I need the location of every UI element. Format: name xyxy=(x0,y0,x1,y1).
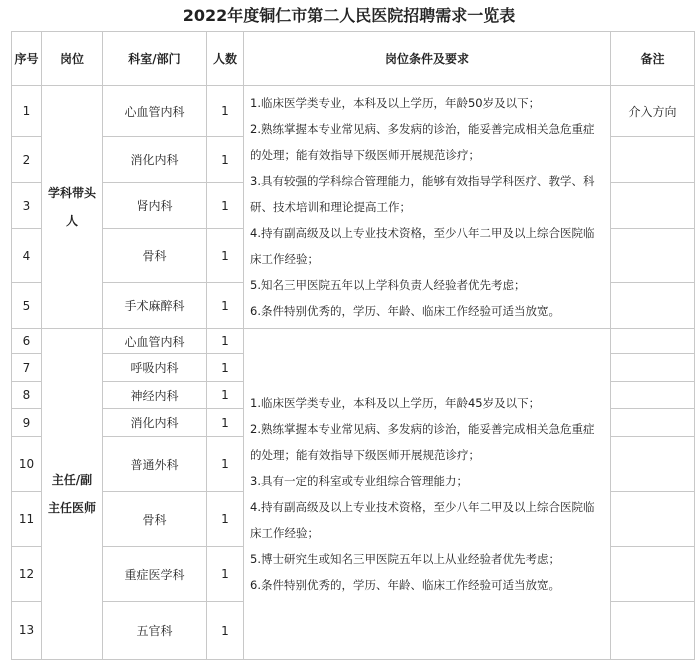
row-remark xyxy=(611,137,695,183)
requirement-line: 4.持有副高级及以上专业技术资格，至少八年二甲及以上综合医院临床工作经验； xyxy=(250,226,595,266)
requirement-line: 1.临床医学类专业，本科及以上学历，年龄50岁及以下； xyxy=(250,96,541,110)
row-count: 1 xyxy=(207,437,244,492)
row-dept: 重症医学科 xyxy=(103,547,207,602)
header-count: 人数 xyxy=(207,32,244,86)
row-no: 1 xyxy=(12,86,42,137)
row-count: 1 xyxy=(207,409,244,437)
row-dept: 五官科 xyxy=(103,602,207,660)
row-remark xyxy=(611,437,695,492)
requirements-cell xyxy=(244,86,611,329)
row-dept: 骨科 xyxy=(103,229,207,283)
row-no: 2 xyxy=(12,137,42,183)
row-remark xyxy=(611,354,695,382)
position-cell: 学科带头人 xyxy=(42,86,103,329)
row-no: 11 xyxy=(12,492,42,547)
row-remark: 介入方向 xyxy=(611,86,695,137)
header-requirements: 岗位条件及要求 xyxy=(244,32,611,86)
row-count: 1 xyxy=(207,492,244,547)
row-count: 1 xyxy=(207,183,244,229)
header-row xyxy=(12,32,695,86)
row-dept: 神经内科 xyxy=(103,382,207,409)
row-dept: 肾内科 xyxy=(103,183,207,229)
row-no: 13 xyxy=(12,602,42,660)
row-dept: 普通外科 xyxy=(103,437,207,492)
table-row xyxy=(12,86,695,137)
row-dept: 消化内科 xyxy=(103,409,207,437)
row-count: 1 xyxy=(207,329,244,354)
requirement-line: 6.条件特别优秀的，学历、年龄、临床工作经验可适当放宽。 xyxy=(250,578,560,592)
row-no: 10 xyxy=(12,437,42,492)
position-cell: 主任/副主任医师 xyxy=(42,329,103,660)
row-remark xyxy=(611,229,695,283)
row-dept: 心血管内科 xyxy=(103,329,207,354)
row-count: 1 xyxy=(207,602,244,660)
requirement-line: 6.条件特别优秀的，学历、年龄、临床工作经验可适当放宽。 xyxy=(250,304,560,318)
row-remark xyxy=(611,547,695,602)
row-count: 1 xyxy=(207,137,244,183)
requirement-line: 4.持有副高级及以上专业技术资格，至少八年二甲及以上综合医院临床工作经验； xyxy=(250,500,595,540)
row-remark xyxy=(611,382,695,409)
row-no: 7 xyxy=(12,354,42,382)
row-remark xyxy=(611,409,695,437)
row-count: 1 xyxy=(207,382,244,409)
row-dept: 骨科 xyxy=(103,492,207,547)
row-count: 1 xyxy=(207,354,244,382)
row-remark xyxy=(611,602,695,660)
requirement-line: 2.熟练掌握本专业常见病、多发病的诊治，能妥善完成相关急危重症的处理；能有效指导下级医师开展规范诊疗； xyxy=(250,422,595,462)
requirement-line: 3.具有一定的科室或专业组综合管理能力； xyxy=(250,474,468,488)
page-title: 2022年度铜仁市第二人民医院招聘需求一览表 xyxy=(182,6,516,25)
row-count: 1 xyxy=(207,547,244,602)
header-no: 序号 xyxy=(12,32,42,86)
header-position: 岗位 xyxy=(42,32,103,86)
requirement-line: 3.具有较强的学科综合管理能力，能够有效指导学科医疗、教学、科研、技术培训和理论提高工作； xyxy=(250,174,595,214)
row-dept: 消化内科 xyxy=(103,137,207,183)
row-dept: 心血管内科 xyxy=(103,86,207,137)
header-department: 科室/部门 xyxy=(103,32,207,86)
row-no: 4 xyxy=(12,229,42,283)
requirement-line: 1.临床医学类专业，本科及以上学历，年龄45岁及以下； xyxy=(250,396,541,410)
row-dept: 手术麻醉科 xyxy=(103,283,207,329)
row-count: 1 xyxy=(207,283,244,329)
row-remark xyxy=(611,329,695,354)
requirement-line: 5.博士研究生或知名三甲医院五年以上从业经验者优先考虑； xyxy=(250,552,560,566)
requirements-cell xyxy=(244,329,611,660)
row-no: 8 xyxy=(12,382,42,409)
row-dept: 呼吸内科 xyxy=(103,354,207,382)
row-no: 9 xyxy=(12,409,42,437)
row-count: 1 xyxy=(207,229,244,283)
row-count: 1 xyxy=(207,86,244,137)
row-no: 12 xyxy=(12,547,42,602)
row-remark xyxy=(611,283,695,329)
row-remark xyxy=(611,492,695,547)
recruitment-table xyxy=(11,31,695,660)
row-no: 3 xyxy=(12,183,42,229)
header-remark: 备注 xyxy=(611,32,695,86)
requirement-line: 5.知名三甲医院五年以上学科负责人经验者优先考虑； xyxy=(250,278,526,292)
row-remark xyxy=(611,183,695,229)
row-no: 5 xyxy=(12,283,42,329)
requirement-line: 2.熟练掌握本专业常见病、多发病的诊治，能妥善完成相关急危重症的处理；能有效指导下级医师开展规范诊疗； xyxy=(250,122,595,162)
table-row xyxy=(12,329,695,354)
row-no: 6 xyxy=(12,329,42,354)
